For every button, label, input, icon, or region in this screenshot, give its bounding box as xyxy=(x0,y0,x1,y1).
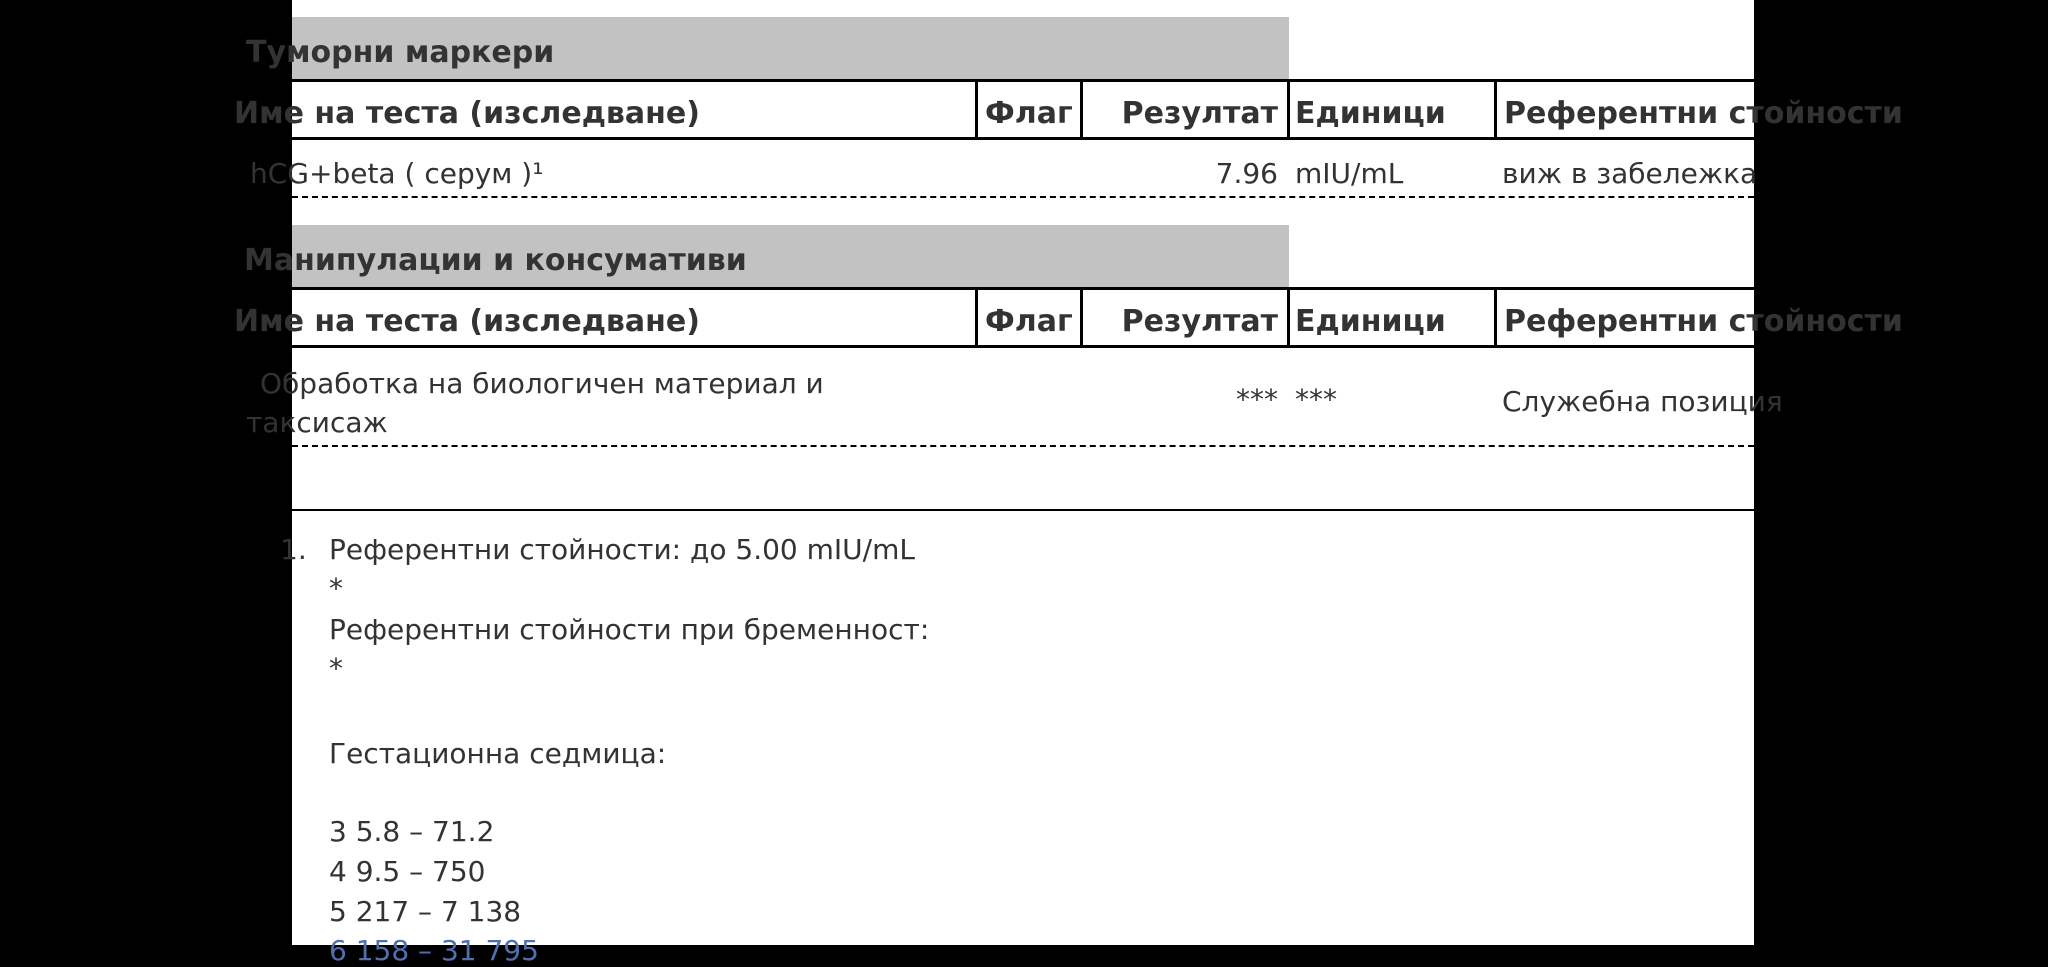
column-header-units: Единици xyxy=(1295,304,1446,339)
column-header-reference: Референтни стойности xyxy=(1504,96,1903,131)
column-divider xyxy=(1080,288,1083,346)
table-header-bottom-border xyxy=(292,345,1754,348)
note-line: Гестационна седмица: xyxy=(329,737,667,770)
column-divider xyxy=(1287,288,1290,346)
note-line: 3 5.8 – 71.2 xyxy=(329,815,495,848)
section-header-tumor-markers xyxy=(246,17,1289,79)
column-header-result: Резултат xyxy=(1121,304,1278,339)
document-viewport xyxy=(234,0,1903,967)
section-header-manipulations xyxy=(244,225,1289,287)
column-header-units: Единици xyxy=(1295,96,1446,131)
column-header-flag: Флаг xyxy=(985,304,1073,339)
column-divider xyxy=(1080,80,1083,138)
table-top-border xyxy=(292,287,1754,290)
note-line: * xyxy=(329,652,343,685)
reference-cell: Служебна позиция xyxy=(1502,385,1783,418)
column-header-reference: Референтни стойности xyxy=(1504,304,1903,339)
column-header-test-name: Име на теста (изследване) xyxy=(234,304,700,339)
note-line: Референтни стойности: до 5.00 mIU/mL xyxy=(329,533,915,566)
result-cell: *** xyxy=(1236,383,1278,416)
row-separator xyxy=(292,445,1754,447)
column-header-result: Резултат xyxy=(1121,96,1278,131)
column-header-test-name: Име на теста (изследване) xyxy=(234,96,700,131)
test-name-cell-line1: Обработка на биологичен материал и xyxy=(260,367,824,400)
test-name-cell-line2: таксисаж xyxy=(246,406,388,439)
table-header-bottom-border xyxy=(292,137,1754,140)
test-name-cell: hCG+beta ( серум )¹ xyxy=(250,157,544,190)
column-header-flag: Флаг xyxy=(985,96,1073,131)
column-divider xyxy=(1287,80,1290,138)
note-line: * xyxy=(329,572,343,605)
result-cell: 7.96 xyxy=(1215,157,1278,190)
note-line: Референтни стойности при бременност: xyxy=(329,613,930,646)
units-cell: mIU/mL xyxy=(1295,157,1404,190)
document-page xyxy=(234,0,1903,967)
column-divider xyxy=(975,288,978,346)
note-line: 5 217 – 7 138 xyxy=(329,895,522,928)
section-title: Туморни маркери xyxy=(246,35,555,70)
note-line: 4 9.5 – 750 xyxy=(329,855,486,888)
column-divider xyxy=(1494,80,1497,138)
units-cell: *** xyxy=(1295,383,1337,416)
column-divider xyxy=(1494,288,1497,346)
table-top-border xyxy=(292,79,1754,82)
row-separator xyxy=(292,196,1754,198)
note-line-link[interactable]: 6 158 – 31 795 xyxy=(329,934,539,967)
notes-divider xyxy=(292,509,1754,511)
note-number: 1. xyxy=(280,533,307,566)
column-divider xyxy=(975,80,978,138)
section-title: Манипулации и консумативи xyxy=(244,243,747,278)
reference-cell: виж в забележка xyxy=(1502,157,1758,190)
